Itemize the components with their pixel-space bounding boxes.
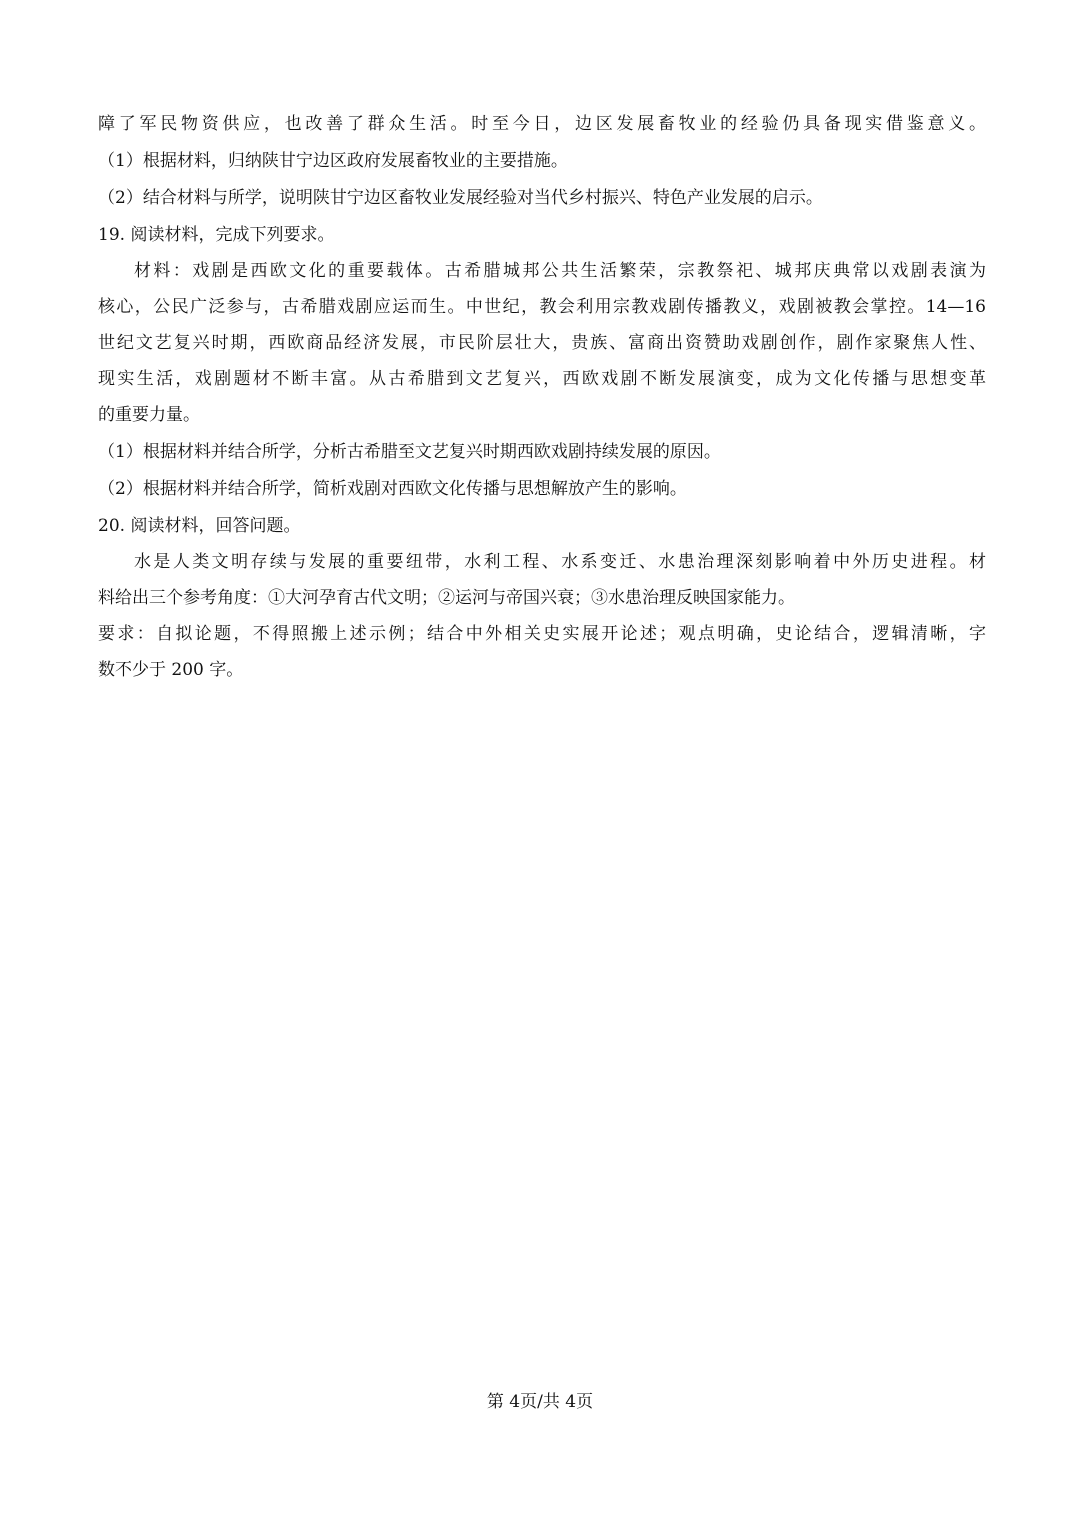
q20-material-line: 料给出三个参考角度：①大河孕育古代文明；②运河与帝国兴衰；③水患治理反映国家能力。 [98, 588, 795, 608]
q19-material-line: 材料：戏剧是西欧文化的重要载体。古希腊城邦公共生活繁荣，宗教祭祀、城邦庆典常以戏剧表演为 [134, 261, 986, 281]
q20-material-line: 水是人类文明存续与发展的重要纽带，水利工程、水系变迁、水患治理深刻影响着中外历史进程。材 [134, 552, 986, 572]
q20-heading: 20. 阅读材料，回答问题。 [98, 516, 301, 536]
page-footer-number: 第 4页/共 4页 [486, 1392, 594, 1412]
q19-subquestion-1: （1）根据材料并结合所学，分析古希腊至文艺复兴时期西欧戏剧持续发展的原因。 [98, 442, 721, 462]
q20-requirement-line: 要求：自拟论题，不得照搬上述示例；结合中外相关史实展开论述；观点明确，史论结合，逻辑清晰，字 [98, 624, 986, 644]
q18-subquestion-2: （2）结合材料与所学，说明陕甘宁边区畜牧业发展经验对当代乡村振兴、特色产业发展的启示。 [98, 188, 823, 208]
q19-material-line: 世纪文艺复兴时期，西欧商品经济发展，市民阶层壮大，贵族、富商出资赞助戏剧创作，剧作家聚焦人性、 [98, 333, 986, 353]
q19-material-line: 现实生活，戏剧题材不断丰富。从古希腊到文艺复兴，西欧戏剧不断发展演变，成为文化传播与思想变革 [98, 369, 986, 389]
q18-subquestion-1: （1）根据材料，归纳陕甘宁边区政府发展畜牧业的主要措施。 [98, 151, 568, 171]
q19-material-line: 的重要力量。 [98, 405, 200, 425]
q20-material [98, 544, 986, 616]
q19-subquestion-2: （2）根据材料并结合所学，简析戏剧对西欧文化传播与思想解放产生的影响。 [98, 479, 687, 499]
page-content [98, 106, 986, 688]
q19-heading: 19. 阅读材料，完成下列要求。 [98, 225, 335, 245]
q20-requirement [98, 616, 986, 688]
q18-continuation-line: 障了军民物资供应，也改善了群众生活。时至今日，边区发展畜牧业的经验仍具备现实借鉴意义。 [98, 114, 986, 134]
q20-requirement-line: 数不少于 200 字。 [98, 660, 244, 680]
q19-material-line: 核心，公民广泛参与，古希腊戏剧应运而生。中世纪，教会利用宗教戏剧传播教义，戏剧被教会掌控。14—16 [98, 297, 986, 317]
q19-material [98, 253, 986, 433]
